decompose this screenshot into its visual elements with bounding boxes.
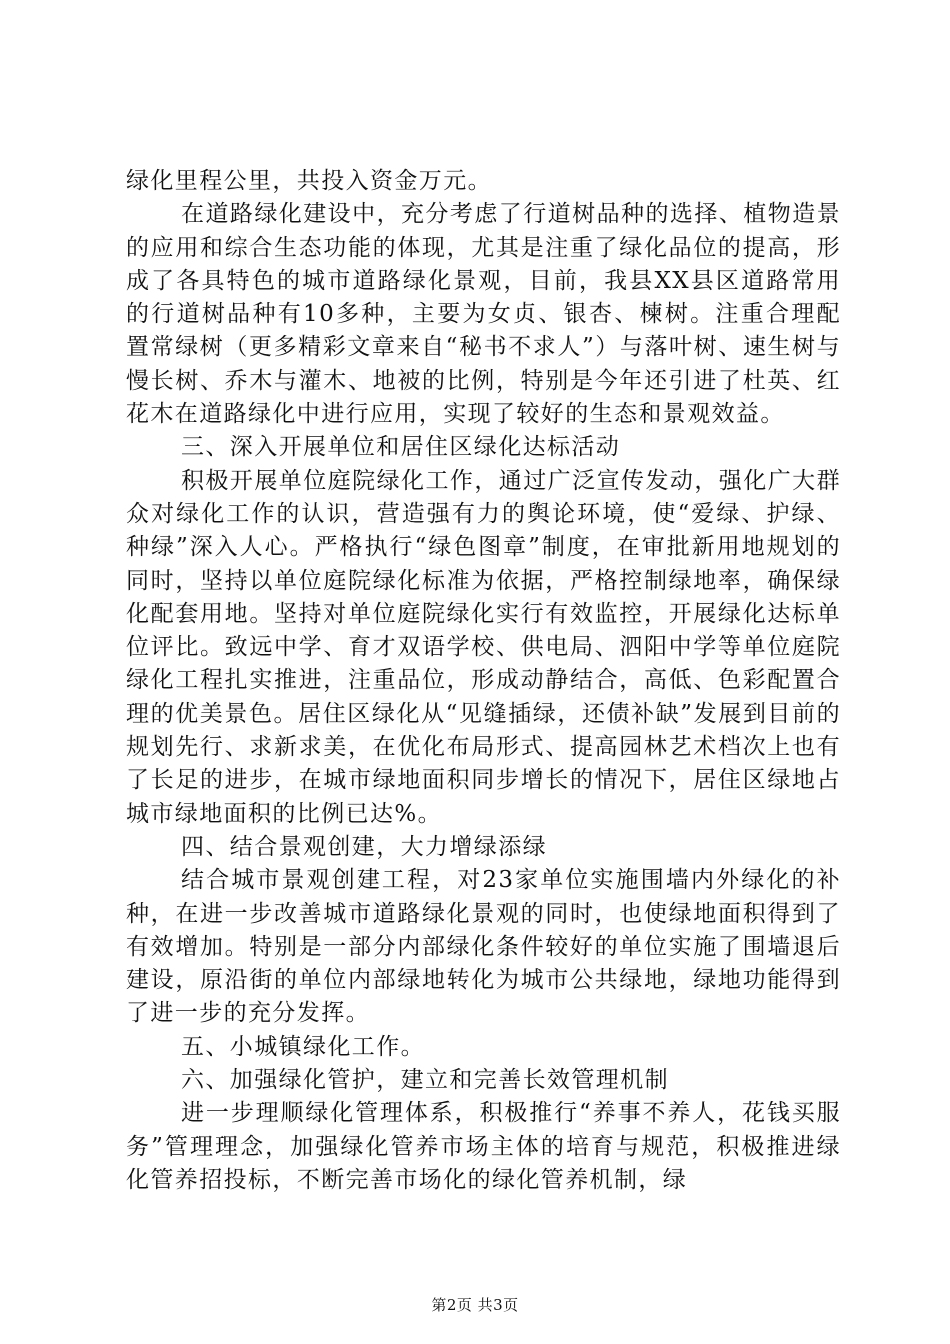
paragraph-landscape-creation: 结合城市景观创建工程，对23家单位实施围墙内外绿化的补种，在进一步改善城市道路绿化景观的同时，也使绿地面积得到了有效增加。特别是一部分内部绿化条件较好的单位实施了围墙退后建设，原沿街的单位内部绿地转化为城市公共绿地，绿地功能得到了进一步的充分发挥。	[126, 867, 841, 1027]
document-body	[126, 165, 841, 1197]
section-heading-3: 三、深入开展单位和居住区绿化达标活动	[181, 434, 621, 461]
section-heading-4: 四、结合景观创建，大力增绿添绿	[181, 833, 547, 860]
paragraph-road-greening: 在道路绿化建设中，充分考虑了行道树品种的选择、植物造景的应用和综合生态功能的体现，尤其是注重了绿化品位的提高，形成了各具特色的城市道路绿化景观，目前，我县XX县区道路常用的行道树品种有10多种，主要为女贞、银杏、楝树。注重合理配置常绿树（更多精彩文章来自“秘书不求人”）与落叶树、速生树与慢长树、乔木与灌木、地被的比例，特别是今年还引进了杜英、红花木在道路绿化中进行应用，实现了较好的生态和景观效益。	[126, 201, 841, 428]
page-footer	[0, 1294, 950, 1315]
section-heading-5: 五、小城镇绿化工作。	[181, 1033, 425, 1060]
section-heading-6: 六、加强绿化管护，建立和完善长效管理机制	[181, 1067, 669, 1094]
page-number-label: 第2页 共3页	[431, 1296, 519, 1314]
paragraph-management-system: 进一步理顺绿化管理体系，积极推行“养事不养人，花钱买服务”管理理念，加强绿化管养市场主体的培育与规范，积极推进绿化管养招投标，不断完善市场化的绿化管养机制，绿	[126, 1100, 841, 1193]
paragraph-unit-greening: 积极开展单位庭院绿化工作，通过广泛宣传发动，强化广大群众对绿化工作的认识，营造强有力的舆论环境，使“爱绿、护绿、种绿”深入人心。严格执行“绿色图章”制度，在审批新用地规划的同时，坚持以单位庭院绿化标准为依据，严格控制绿地率，确保绿化配套用地。坚持对单位庭院绿化实行有效监控，开展绿化达标单位评比。致远中学、育才双语学校、供电局、泗阳中学等单位庭院绿化工程扎实推进，注重品位，形成动静结合，高低、色彩配置合理的优美景色。居住区绿化从“见缝插绿，还债补缺”发展到目前的规划先行、求新求美，在优化布局形式、提高园林艺术档次上也有了长足的进步，在城市绿地面积同步增长的情况下，居住区绿地占城市绿地面积的比例已达%。	[126, 467, 841, 827]
paragraph-mileage-summary: 绿化里程公里，共投入资金万元。	[126, 168, 492, 194]
